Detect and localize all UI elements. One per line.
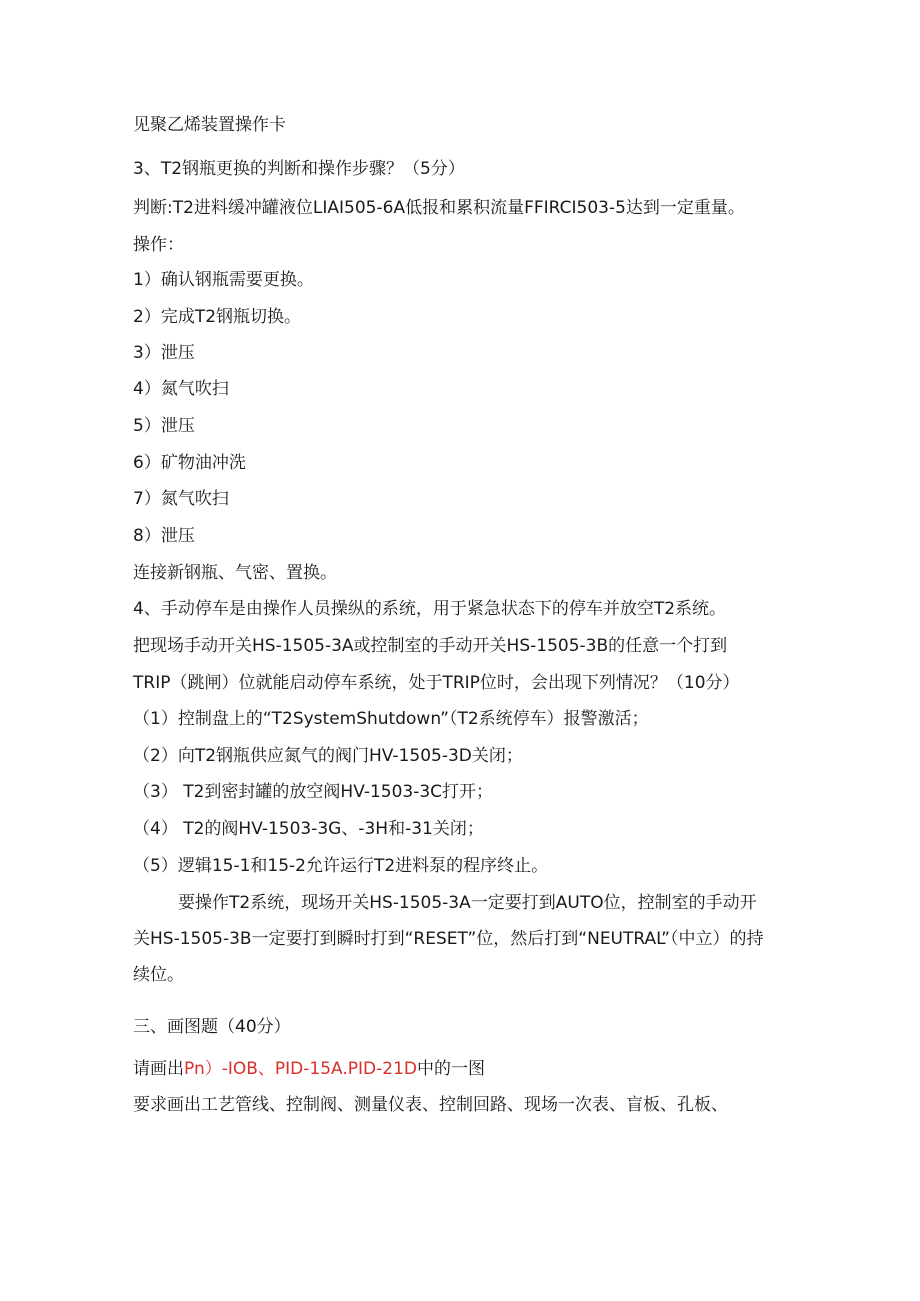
list-item: 3）泄压 [133,343,195,363]
text-segment: 请画出 [133,1059,184,1079]
list-item: （2）向T2钢瓶供应氮气的阀门HV-1505-3D关闭； [133,746,523,766]
text-line: 要求画出工艺管线、控制阀、测量仪表、控制回路、现场一次表、盲板、孔板、 [133,1095,728,1115]
question-4-title: 4、手动停车是由操作人员操纵的系统，用于紧急状态下的停车并放空T2系统。 [133,599,727,619]
text-line: 关HS-1505-3B一定要打到瞬时打到“RESET”位，然后打到“NEUTRAL”（中立）的持 [133,929,764,949]
text-line: 见聚乙烯装置操作卡 [133,115,286,135]
list-item: 2）完成T2钢瓶切换。 [133,307,302,327]
list-item: 5）泄压 [133,416,195,436]
list-item: （1）控制盘上的“T2SystemShutdown”（T2系统停车）报警激活； [133,709,649,729]
text-line: 操作： [133,235,184,255]
list-item: （5）逻辑15-1和15-2允许运行T2进料泵的程序终止。 [133,856,549,876]
text-line: 判断:T2进料缓冲罐液位LIAI505-6A低报和累积流量FFIRCI503-5达到一定重量。 [133,198,745,218]
list-item: 4）氮气吹扫 [133,379,229,399]
list-item: （4） T2的阀HV-1503-3G、-3H和-31关闭； [133,819,484,839]
list-item: 1）确认钢瓶需要更换。 [133,270,314,290]
highlighted-drawing-ids: Pn）-IOB、PID-15A.PID-21D [184,1059,417,1079]
text-line [133,1057,485,1081]
section-title: 三、画图题（40分） [133,1017,291,1037]
list-item: 6）矿物油冲洗 [133,453,246,473]
text-line: 连接新钢瓶、气密、置换。 [133,563,337,583]
text-line: 把现场手动开关HS-1505-3A或控制室的手动开关HS-1505-3B的任意一个打到 [133,636,728,656]
text-segment: 中的一图 [417,1059,485,1079]
text-line: TRIP（跳闸）位就能启动停车系统，处于TRIP位时，会出现下列情况？（10分） [133,673,740,693]
text-line: 要操作T2系统，现场开关HS-1505-3A一定要打到AUTO位，控制室的手动开 [178,893,757,913]
question-3-title: 3、T2钢瓶更换的判断和操作步骤？（5分） [133,159,465,179]
list-item: 8）泄压 [133,526,195,546]
list-item: （3） T2到密封罐的放空阀HV-1503-3C打开； [133,782,494,802]
list-item: 7）氮气吹扫 [133,489,229,509]
text-line: 续位。 [133,965,184,985]
